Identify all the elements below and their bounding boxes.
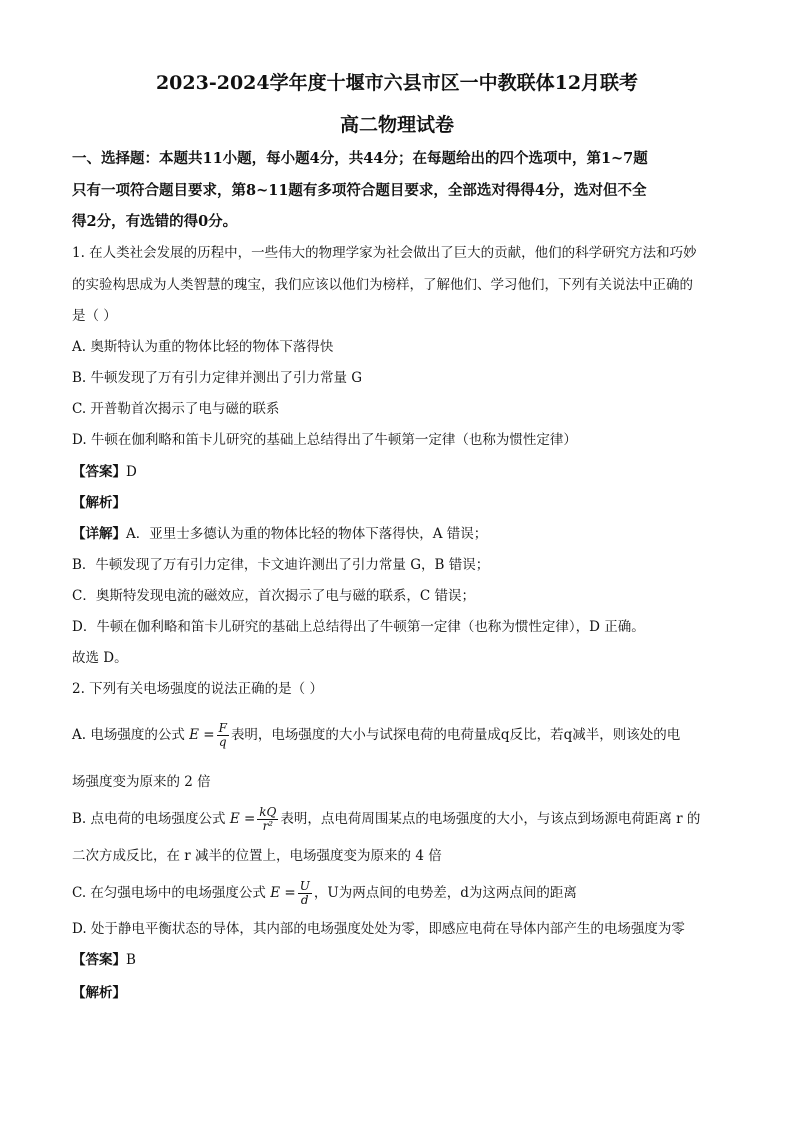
- q2-analysis-tag: 【解析】: [72, 985, 126, 1001]
- section-instructions-line2: 只有一项符合题目要求，第8~11题有多项符合题目要求，全部选对得得4分，选对但不全: [72, 182, 647, 199]
- q2-option-c: [72, 880, 577, 907]
- q1-analysis-label: [72, 493, 126, 513]
- q1-detail-a-text: A．亚里士多德认为重的物体比轻的物体下落得快，A 错误；: [126, 526, 488, 542]
- exam-title: 2023-2024学年度十堰市六县市区一中教联体12月联考: [155, 72, 639, 94]
- q2-answer-value: B: [126, 952, 136, 968]
- q2-option-a-den: q: [218, 735, 227, 749]
- q2-analysis-label: [72, 983, 126, 1003]
- q1-analysis-tag: 【解析】: [72, 495, 126, 511]
- q2-option-a-pre: A. 电场强度的公式: [72, 727, 185, 743]
- q2-stem: 2. 下列有关电场强度的说法正确的是（ ）: [72, 681, 323, 697]
- q2-option-b-line2: 二次方成反比，在 r 减半的位置上，电场强度变为原来的 4 倍: [72, 848, 442, 864]
- q2-option-b-pre: B. 点电荷的电场强度公式: [72, 811, 226, 827]
- q1-answer-value: D: [126, 464, 137, 480]
- q1-answer-label: 【答案】: [72, 464, 126, 480]
- q1-detail-b: B．牛顿发现了万有引力定律，卡文迪许测出了引力常量 G，B 错误；: [72, 557, 490, 573]
- q2-option-c-den: d: [300, 893, 309, 907]
- q2-option-c-num: U: [299, 879, 310, 893]
- q2-option-d: D. 处于静电平衡状态的导体，其内部的电场强度处处为零，即感应电荷在导体内部产生的电场强度为零: [72, 921, 685, 937]
- q2-option-b-post: 表明，点电荷周围某点的电场强度的大小，与该点到场源电荷距离 r 的: [280, 811, 701, 827]
- q2-option-a-lhs: E =: [189, 727, 215, 743]
- q2-answer: [72, 950, 136, 970]
- section-instructions-line3: 得2分，有选错的得0分。: [72, 213, 238, 230]
- q2-option-b-den: r²: [262, 819, 274, 833]
- q2-option-a-post: 表明，电场强度的大小与试探电荷的电荷量成q反比，若q减半，则该处的电: [230, 727, 681, 743]
- q2-answer-label: 【答案】: [72, 952, 126, 968]
- q1-stem-line1: 1. 在人类社会发展的历程中，一些伟大的物理学家为社会做出了巨大的贡献，他们的科学研究方法和巧妙: [72, 245, 697, 261]
- q2-option-b-num: kQ: [259, 805, 277, 819]
- section-instructions-line1: 一、选择题：本题共11小题，每小题4分，共44分；在每题给出的四个选项中，第1~7题: [72, 150, 648, 167]
- q1-stem-line3: 是（ ）: [72, 308, 117, 324]
- q1-detail-d: D．牛顿在伽利略和笛卡儿研究的基础上总结得出了牛顿第一定律（也称为惯性定律），D 正确。: [72, 619, 645, 635]
- q1-detail-a: [72, 524, 487, 544]
- q2-option-a: [72, 722, 680, 749]
- q1-answer: [72, 462, 137, 482]
- q2-option-a-line2: 场强度变为原来的 2 倍: [72, 774, 211, 790]
- q1-stem-line2: 的实验构思成为人类智慧的瑰宝，我们应该以他们为榜样，了解他们、学习他们，下列有关说法中正确的: [72, 277, 693, 293]
- q1-option-a: A. 奥斯特认为重的物体比轻的物体下落得快: [72, 339, 334, 355]
- q1-detail-c: C．奥斯特发现电流的磁效应，首次揭示了电与磁的联系，C 错误；: [72, 588, 475, 604]
- q2-option-a-num: F: [218, 721, 227, 735]
- q2-option-a-fraction: [217, 722, 229, 749]
- q2-option-c-fraction: [298, 880, 312, 907]
- q2-option-b: [72, 806, 700, 833]
- q1-option-b: B. 牛顿发现了万有引力定律并测出了引力常量 G: [72, 370, 363, 386]
- q2-option-b-lhs: E =: [229, 811, 256, 827]
- q2-option-c-post: ，U为两点间的电势差，d为这两点间的距离: [313, 885, 577, 901]
- q2-option-c-pre: C. 在匀强电场中的电场强度公式: [72, 885, 266, 901]
- q1-detail-label: 【详解】: [72, 526, 126, 542]
- q1-option-d: D. 牛顿在伽利略和笛卡儿研究的基础上总结得出了牛顿第一定律（也称为惯性定律）: [72, 432, 577, 448]
- q1-conclusion: 故选 D。: [72, 650, 128, 666]
- q1-option-c: C. 开普勒首次揭示了电与磁的联系: [72, 401, 280, 417]
- q2-option-c-lhs: E =: [270, 885, 296, 901]
- exam-subtitle: 高二物理试卷: [339, 114, 454, 136]
- q2-option-b-fraction: [257, 806, 278, 833]
